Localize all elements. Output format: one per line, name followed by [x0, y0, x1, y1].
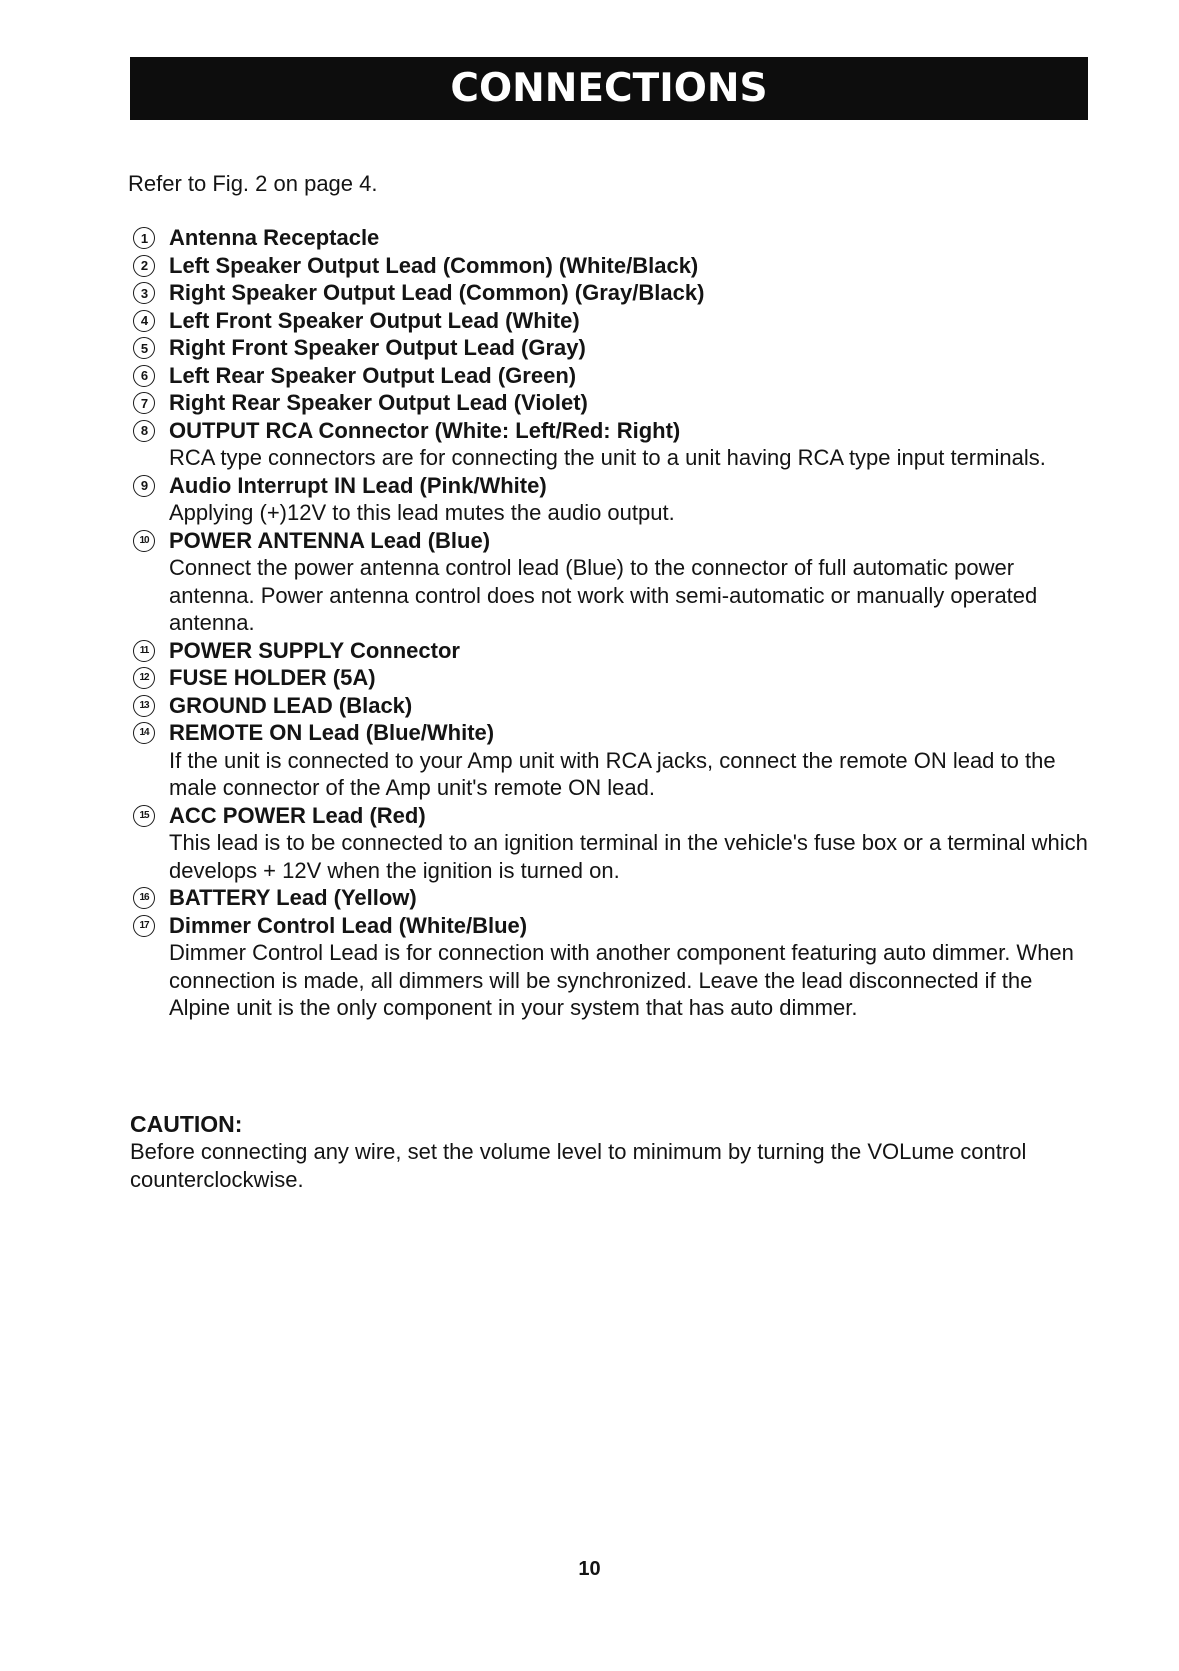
- item-title: Left Speaker Output Lead (Common) (White/Black): [169, 252, 699, 278]
- item-number: 5: [133, 337, 155, 359]
- list-item: [128, 224, 1088, 252]
- item-number: 12: [133, 667, 155, 689]
- item-number: 8: [133, 420, 155, 442]
- list-item: [128, 362, 1088, 390]
- list-item: [128, 389, 1088, 417]
- item-number: 13: [133, 695, 155, 717]
- item-title: BATTERY Lead (Yellow): [169, 885, 417, 910]
- list-item: [128, 884, 1088, 912]
- list-item: [128, 802, 1088, 885]
- item-number: 11: [133, 640, 155, 662]
- intro-text: Refer to Fig. 2 on page 4.: [128, 171, 378, 196]
- list-item: [128, 664, 1088, 692]
- item-title: ACC POWER Lead (Red): [169, 802, 426, 828]
- caution-section: [130, 1110, 1090, 1194]
- list-item: [128, 527, 1088, 637]
- item-number: 7: [133, 392, 155, 414]
- list-item: [128, 912, 1088, 1022]
- header-bar: [130, 57, 1088, 120]
- item-number: 14: [133, 722, 155, 744]
- list-item: [128, 252, 1088, 280]
- item-number: 16: [133, 887, 155, 909]
- caution-text: Before connecting any wire, set the volume level to minimum by turning the VOLume control counterclockwise.: [130, 1139, 1027, 1192]
- list-item: [128, 472, 1088, 527]
- item-number: 17: [133, 915, 155, 937]
- item-description: Dimmer Control Lead is for connection with another component featuring auto dimmer. When connection is made, all dimmers will be synchronized. Leave the lead disconnected if the Alpine unit is the only component in your system that has auto dimmer.: [169, 940, 1074, 1020]
- item-number: 15: [133, 805, 155, 827]
- list-item: [128, 307, 1088, 335]
- page-number: 10: [578, 1558, 601, 1580]
- item-number: 10: [133, 530, 155, 552]
- item-title: Antenna Receptacle: [169, 225, 380, 250]
- item-description: Connect the power antenna control lead (Blue) to the connector of full automatic power antenna. Power antenna control does not work with semi-automatic or manually operated antenna.: [169, 555, 1038, 635]
- item-description: This lead is to be connected to an ignition terminal in the vehicle's fuse box or a terminal which develops + 12V when the ignition is turned on.: [169, 830, 1088, 883]
- item-description: If the unit is connected to your Amp unit with RCA jacks, connect the remote ON lead to the male connector of the Amp unit's remote ON lead.: [169, 747, 1056, 800]
- item-description: Applying (+)12V to this lead mutes the audio output.: [169, 500, 675, 525]
- item-number: 6: [133, 365, 155, 387]
- item-title: GROUND LEAD (Black): [169, 692, 413, 718]
- item-title: POWER SUPPLY Connector: [169, 637, 460, 663]
- list-item: [128, 279, 1088, 307]
- item-title: OUTPUT RCA Connector (White: Left/Red: Right): [169, 417, 681, 443]
- caution-title: CAUTION:: [130, 1111, 243, 1137]
- item-title: Dimmer Control Lead (White/Blue): [169, 912, 528, 938]
- item-title: POWER ANTENNA Lead (Blue): [169, 527, 491, 553]
- list-item: [128, 334, 1088, 362]
- item-number: 9: [133, 475, 155, 497]
- item-title: Right Rear Speaker Output Lead (Violet): [169, 390, 588, 415]
- item-title: Right Front Speaker Output Lead (Gray): [169, 335, 586, 360]
- item-title: REMOTE ON Lead (Blue/White): [169, 720, 495, 745]
- list-item: [128, 719, 1088, 802]
- item-number: 3: [133, 282, 155, 304]
- list-item: [128, 417, 1088, 472]
- item-title: Audio Interrupt IN Lead (Pink/White): [169, 472, 547, 498]
- item-number: 4: [133, 310, 155, 332]
- item-number: 1: [133, 227, 155, 249]
- item-title: Right Speaker Output Lead (Common) (Gray/Black): [169, 280, 705, 305]
- item-number: 2: [133, 255, 155, 277]
- item-title: Left Front Speaker Output Lead (White): [169, 307, 580, 333]
- item-title: FUSE HOLDER (5A): [169, 665, 376, 690]
- list-item: [128, 692, 1088, 720]
- item-title: Left Rear Speaker Output Lead (Green): [169, 362, 577, 388]
- page-title: CONNECTIONS: [450, 66, 768, 111]
- list-item: [128, 637, 1088, 665]
- item-description: RCA type connectors are for connecting the unit to a unit having RCA type input terminals.: [169, 445, 1046, 470]
- connection-list: [128, 224, 1088, 1022]
